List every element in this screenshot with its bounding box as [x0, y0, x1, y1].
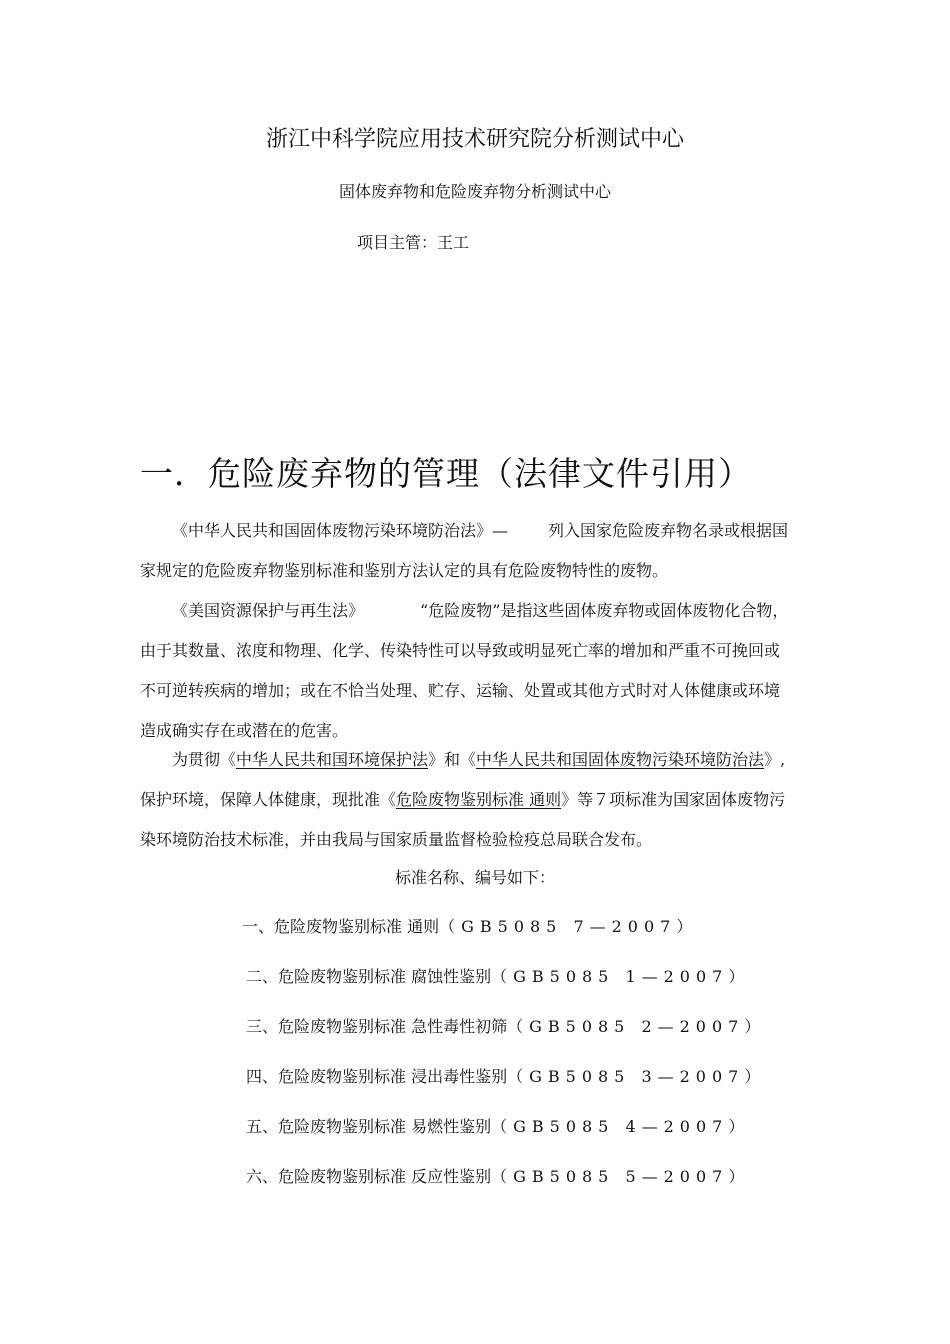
project-manager: 项目主管：王工: [357, 233, 470, 252]
law-link-solid-waste[interactable]: 中华人民共和国固体废物污染环境防治法: [476, 750, 765, 769]
law-citation: 《中华人民共和国固体废物污染环境防治法》—: [172, 521, 509, 540]
standard-item: 五、危险废物鉴别标准 易燃性鉴别（GB5085 4—2007）: [246, 1117, 751, 1136]
law-link-environmental-protection[interactable]: 中华人民共和国环境保护法: [236, 750, 429, 769]
standard-item: 四、危险废物鉴别标准 浸出毒性鉴别（GB5085 3—2007）: [246, 1067, 767, 1086]
center-subtitle: 固体废弃物和危险废弃物分析测试中心: [338, 182, 611, 201]
standard-link-general[interactable]: 危险废物鉴别标准 通则: [396, 790, 562, 809]
standard-item: 一、危险废物鉴别标准 通则（GB5085 7—2007）: [242, 917, 699, 936]
standard-item: 六、危险废物鉴别标准 反应性鉴别（GB5085 5—2007）: [246, 1167, 751, 1186]
standards-heading: 标准名称、编号如下：: [394, 868, 555, 887]
standard-item: 二、危险废物鉴别标准 腐蚀性鉴别（GB5085 1—2007）: [246, 967, 751, 986]
law-citation: 《美国资源保护与再生法》: [172, 601, 365, 620]
organization-title: 浙江中科学院应用技术研究院分析测试中心: [265, 127, 684, 152]
paragraph-definition-us: 《美国资源保护与再生法》 “危险废物”是指这些固体废弃物或固体废物化合物， 由于其数量、浓度和物理、化学、传染特性可以导致或明显死亡率的增加和严重不可挽回或 不可逆转疾病的增加；或在不恰当处理、贮存、运输、处置或其他方式时对人体健康或环境 造成确实存在或潜在的危害。: [140, 601, 789, 740]
standard-item: 三、危险废物鉴别标准 急性毒性初筛（GB5085 2—2007）: [246, 1017, 767, 1036]
section-heading: 一．危险废弃物的管理（法律文件引用）: [140, 454, 752, 493]
paragraph-definition-china: 《中华人民共和国固体废物污染环境防治法》— 列入国家危险废弃物名录或根据国 家规定的危险废弃物鉴别标准和鉴别方法认定的具有危险废物特性的废物。: [140, 521, 789, 580]
paragraph-approval: 为贯彻《中华人民共和国环境保护法》和《中华人民共和国固体废物污染环境防治法》, 保护环境，保障人体健康，现批准《危险废物鉴别标准 通则》等７项标准为国家固体废物污 染环境防治技术标准，并由我局与国家质量监督检验检疫总局联合发布。: [140, 750, 786, 849]
